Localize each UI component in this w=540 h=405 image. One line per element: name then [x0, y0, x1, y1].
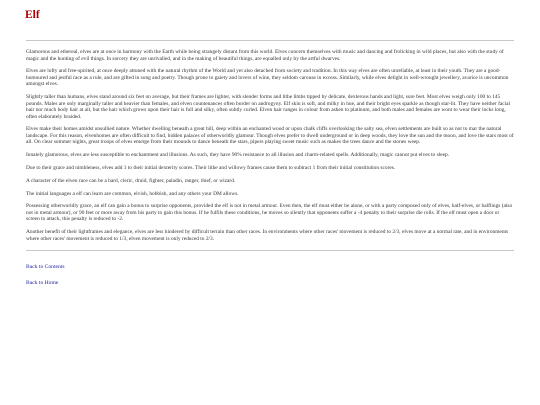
paragraph-resistance: Innately glamorous, elves are less susceptible to enchantment and illusions. As such, they have 90% resistance to all illusion and charm-related spells. Additionally, magic cannot put elves to sleep.: [26, 152, 450, 159]
paragraph-temperament: Elves are lofty and free-spirited, at once deeply attuned with the natural rhythm of the World and yet also detached from society and tradition. In this way elves are often unreliable, at least in their youth. They are a good-humoured and jestful race as a rule, and are gifted in song and poetry. Though prone to gaiety and lovers of wine, they seldom carouse in excess. Similarly, while elves delight in well-wrought jewellery, avarice is uncommon amongst elves.: [26, 68, 509, 88]
footer-links: [26, 264, 514, 287]
top-divider: [26, 40, 514, 41]
paragraph-classes: A character of the elven race can be a bard, cleric, druid, fighter, paladin, ranger, thief, or wizard.: [26, 177, 236, 184]
article-body: [26, 49, 514, 242]
bottom-divider: [26, 250, 514, 251]
paragraph-homes: Elves make their homes amidst unsullied nature. Whether dwelling beneath a great hill, deep within an enchanted wood or upon chalk cliffs overlooking the salty sea, elven settlements are built so as not to mar the natural landscape. For this reason, elvenhomes are often difficult to find, hidden palaces of otherworldly glamour. Though elves prefer to dwell underground or in deep woods, they love the sun and the moon, and love the stars most of all. On clear summer nights, great troops of elves emerge from their mounds to dance beneath the stars, pipers playing sweet music such as makes the trees dance and the stones weep.: [26, 126, 514, 146]
page-title: Elf: [25, 9, 40, 21]
paragraph-movement: Another benefit of their lightframes and elegance, elves are less hindered by difficult terrain than other races. In environments where other races' movement is reduced to 2/3, elves move at a normal rate, and in environments where other races' movement is reduced to 1/3, elven movement is only reduced to 2/3.: [26, 229, 509, 242]
paragraph-appearance: Slightly taller than humans, elves stand around six feet on average, but their frames are lighter, with slender forms and lithe limbs tipped by delicate, dexterous hands and light, sure feet. Most elves weigh only 100 to 145 pounds. Males are only marginally taller and heavier than females, and elven countenances often border on androgyny. Elf skin is soft, and milky in hue, and their bright eyes sparkle as though star-lit. They have neither facial hair nor much body hair at all, but the hair which grows upon their hair is full and silky, often subtly curled. Elven hair ranges in colour from ashen to platinum, and both males and females are wont to wear their locks long, often elaborately braided.: [26, 94, 511, 120]
back-to-home-link[interactable]: Back to Home: [26, 279, 59, 286]
paragraph-intro: Glamorous and ethereal, elves are at once in harmony with the Earth while being strangely distant from this world. Elves concern themselves with music and dancing and frolicking in wild places, but also with the study of magic and the hunting of evil things. In sorcery they are unrivalled, and in the making of beautiful things, are equalled only by the artful dwarves.: [26, 49, 504, 62]
back-to-contents-link[interactable]: Back to Contents: [26, 264, 65, 271]
paragraph-languages: The initial languages a elf can learn are common, elvish, hobbish, and any others your DM allows.: [26, 190, 239, 197]
paragraph-surprise: Possessing otherworldly grace, an elf can gain a bonus to surprise opponents, provided the elf is not in metal armour. Even then, the elf must either be alone, or with a party composed only of elves, half-elves, or halflings (also not in metal armour), or 90 feet or more away from his party to gain this bonus. If he fulfils these conditions, he moves so silently that opponents suffer a -4 penalty to their surprise die rolls. If the elf must open a door or screen to attack, this penalty is reduced to -2.: [26, 203, 513, 223]
paragraph-ability-adjustments: Due to their grace and nimbleness, elves add 1 to their initial dexterity scores. Their lithe and willowy frames cause them to subtract 1 from their initial constitution scores.: [26, 164, 396, 171]
